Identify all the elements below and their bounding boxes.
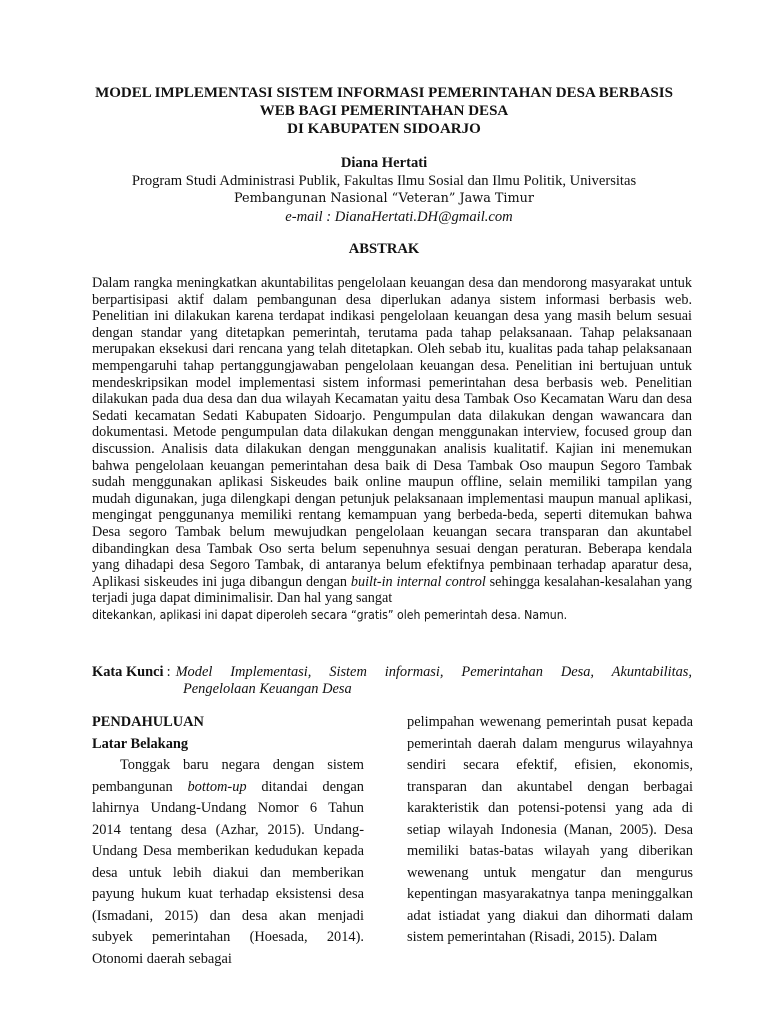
body-paragraph-right: pelimpahan wewenang pemerintah pusat kepada pemerintah daerah dalam mengurus wilayahnya sendiri secara efektif, efisien, ekonomis, transparan dan akuntabel dengan berbagai karakteristik dan potensi-potensi yang ada di setiap wilayah Indonesia (Manan, 2005). Desa memiliki batas-batas wilayah yang diberikan wewenang untuk mengatur dan mengurus kepentingan masyarakatnya tanpa meninggalkan adat istiadat yang diakui dan dihormati dalam sistem pemerintahan (Risadi, 2015). Dalam [407, 714, 693, 945]
title-line-3: DI KABUPATEN SIDOARJO [287, 121, 481, 137]
abstract-text [92, 275, 692, 623]
keywords-label: Kata Kunci [92, 664, 164, 680]
body-left-text-1: Tonggak baru negara dengan sistem pembangunan [92, 757, 364, 795]
author-block [80, 154, 688, 226]
title-line-1: MODEL IMPLEMENTASI SISTEM INFORMASI PEMERINTAHAN DESA BERBASIS [95, 85, 673, 101]
abstract-heading: ABSTRAK [348, 241, 420, 257]
author-email: e-mail : DianaHertati.DH@gmail.com [285, 209, 513, 225]
keywords-separator: : [166, 664, 171, 680]
paper-title [80, 84, 688, 138]
keywords-block [92, 664, 692, 698]
subsection-heading: Latar Belakang [92, 735, 189, 752]
body-column-right [407, 712, 693, 949]
author-affiliation-line-2: Pembangunan Nasional “Veteran” Jawa Timur [233, 191, 535, 206]
abstract-text-part-2: sehingga kesalahan-kesalahan yang terjadi juga dapat diminimalisir. Dan hal yang sangat [92, 573, 692, 607]
title-line-2: WEB BAGI PEMERINTAHAN DESA [259, 103, 509, 119]
abstract-text-part-1: Dalam rangka meningkatkan akuntabilitas pengelolaan keuangan desa dan mendorong masyarakat untuk berpartisipasi aktif dalam pembangunan desa diperlukan adanya sistem informasi berbasis web. Penelitian ini dilakukan karena terdapat indikasi pengelolaan keuangan desa yang masih belum sesuai dengan standar yang ditetapkan pemerintah, terutama pada tahap pelaksanaan. Tahap pelaksanaan merupakan eksekusi dari rencana yang telah ditetapkan. Oleh sebab itu, kualitas pada tahap pelaksanaan mempengaruhi tahap pertanggungjawaban pengelolaan keuangan desa. Penelitian ini bertujuan untuk mendeskripsikan model implementasi sistem informasi pemerintahan desa berbasis web. Penelitian dilakukan pada dua desa dan dua wilayah Kecamatan yaitu desa Tambak Oso Kecamatan Waru dan desa Sedati kecamatan Sedati Kabupaten Sidoarjo. Pengumpulan data dilakukan dengan wawancara dan dokumentasi. Metode pengumpulan data dilakukan dengan menggunakan interview, focused group dan discussion. Analisis data dilakukan dengan menggunakan analisis kualitatif. Kajian ini menemukan bahwa pengelolaan keuangan pemerintahan desa baik di Desa Tambak Oso maupun Segoro Tambak sudah menggunakan aplikasi Siskeudes baik online maupun offline, selain memiliki tampilan yang mudah digunakan, juga dilengkapi dengan petunjuk pelaksanaan implementasi maupun manual aplikasi, mengingat penggunanya memiliki rentang kemampuan yang berbeda-beda, seperti ditemukan bahwa Desa segoro Tambak belum mewujudkan pengelolaan keuangan secara transparan dan akuntabel dibandingkan desa Tambak Oso serta belum sepenuhnya sesuai dengan peraturan. Beberapa kendala yang dihadapi desa Segoro Tambak, di antaranya belum efektifnya pembinaan terhadap aparatur desa, Aplikasi siskeudes ini juga dibangun dengan [92, 275, 692, 590]
body-column-left [92, 712, 364, 970]
abstract-text-part-3: ditekankan, aplikasi ini dapat diperoleh secara “gratis” oleh pemerintah desa. Namun. [92, 607, 568, 622]
keywords-line-1: Model Implementasi, Sistem informasi, Pemerintahan Desa, Akuntabilitas, [175, 664, 692, 680]
body-paragraph-left [92, 755, 364, 970]
section-heading: PENDAHULUAN [92, 714, 204, 730]
author-affiliation-line-1: Program Studi Administrasi Publik, Fakultas Ilmu Sosial dan Ilmu Politik, Universitas [131, 173, 637, 189]
abstract-italic-term: built-in internal control [350, 573, 486, 590]
body-left-italic: bottom-up [187, 778, 247, 795]
body-left-text-2: ditandai dengan lahirnya Undang-Undang Nomor 6 Tahun 2014 tentang desa (Azhar, 2015). Undang-Undang Desa memberikan kedudukan kepada desa untuk lebih diakui dan memberikan payung hukum kuat terhadap eksistensi desa (Ismadani, 2015) dan desa akan menjadi subyek pemerintahan (Hoesada, 2014). Otonomi daerah sebagai [92, 778, 364, 967]
author-name: Diana Hertati [340, 155, 428, 171]
keywords-line-2: Pengelolaan Keuangan Desa [183, 681, 352, 697]
